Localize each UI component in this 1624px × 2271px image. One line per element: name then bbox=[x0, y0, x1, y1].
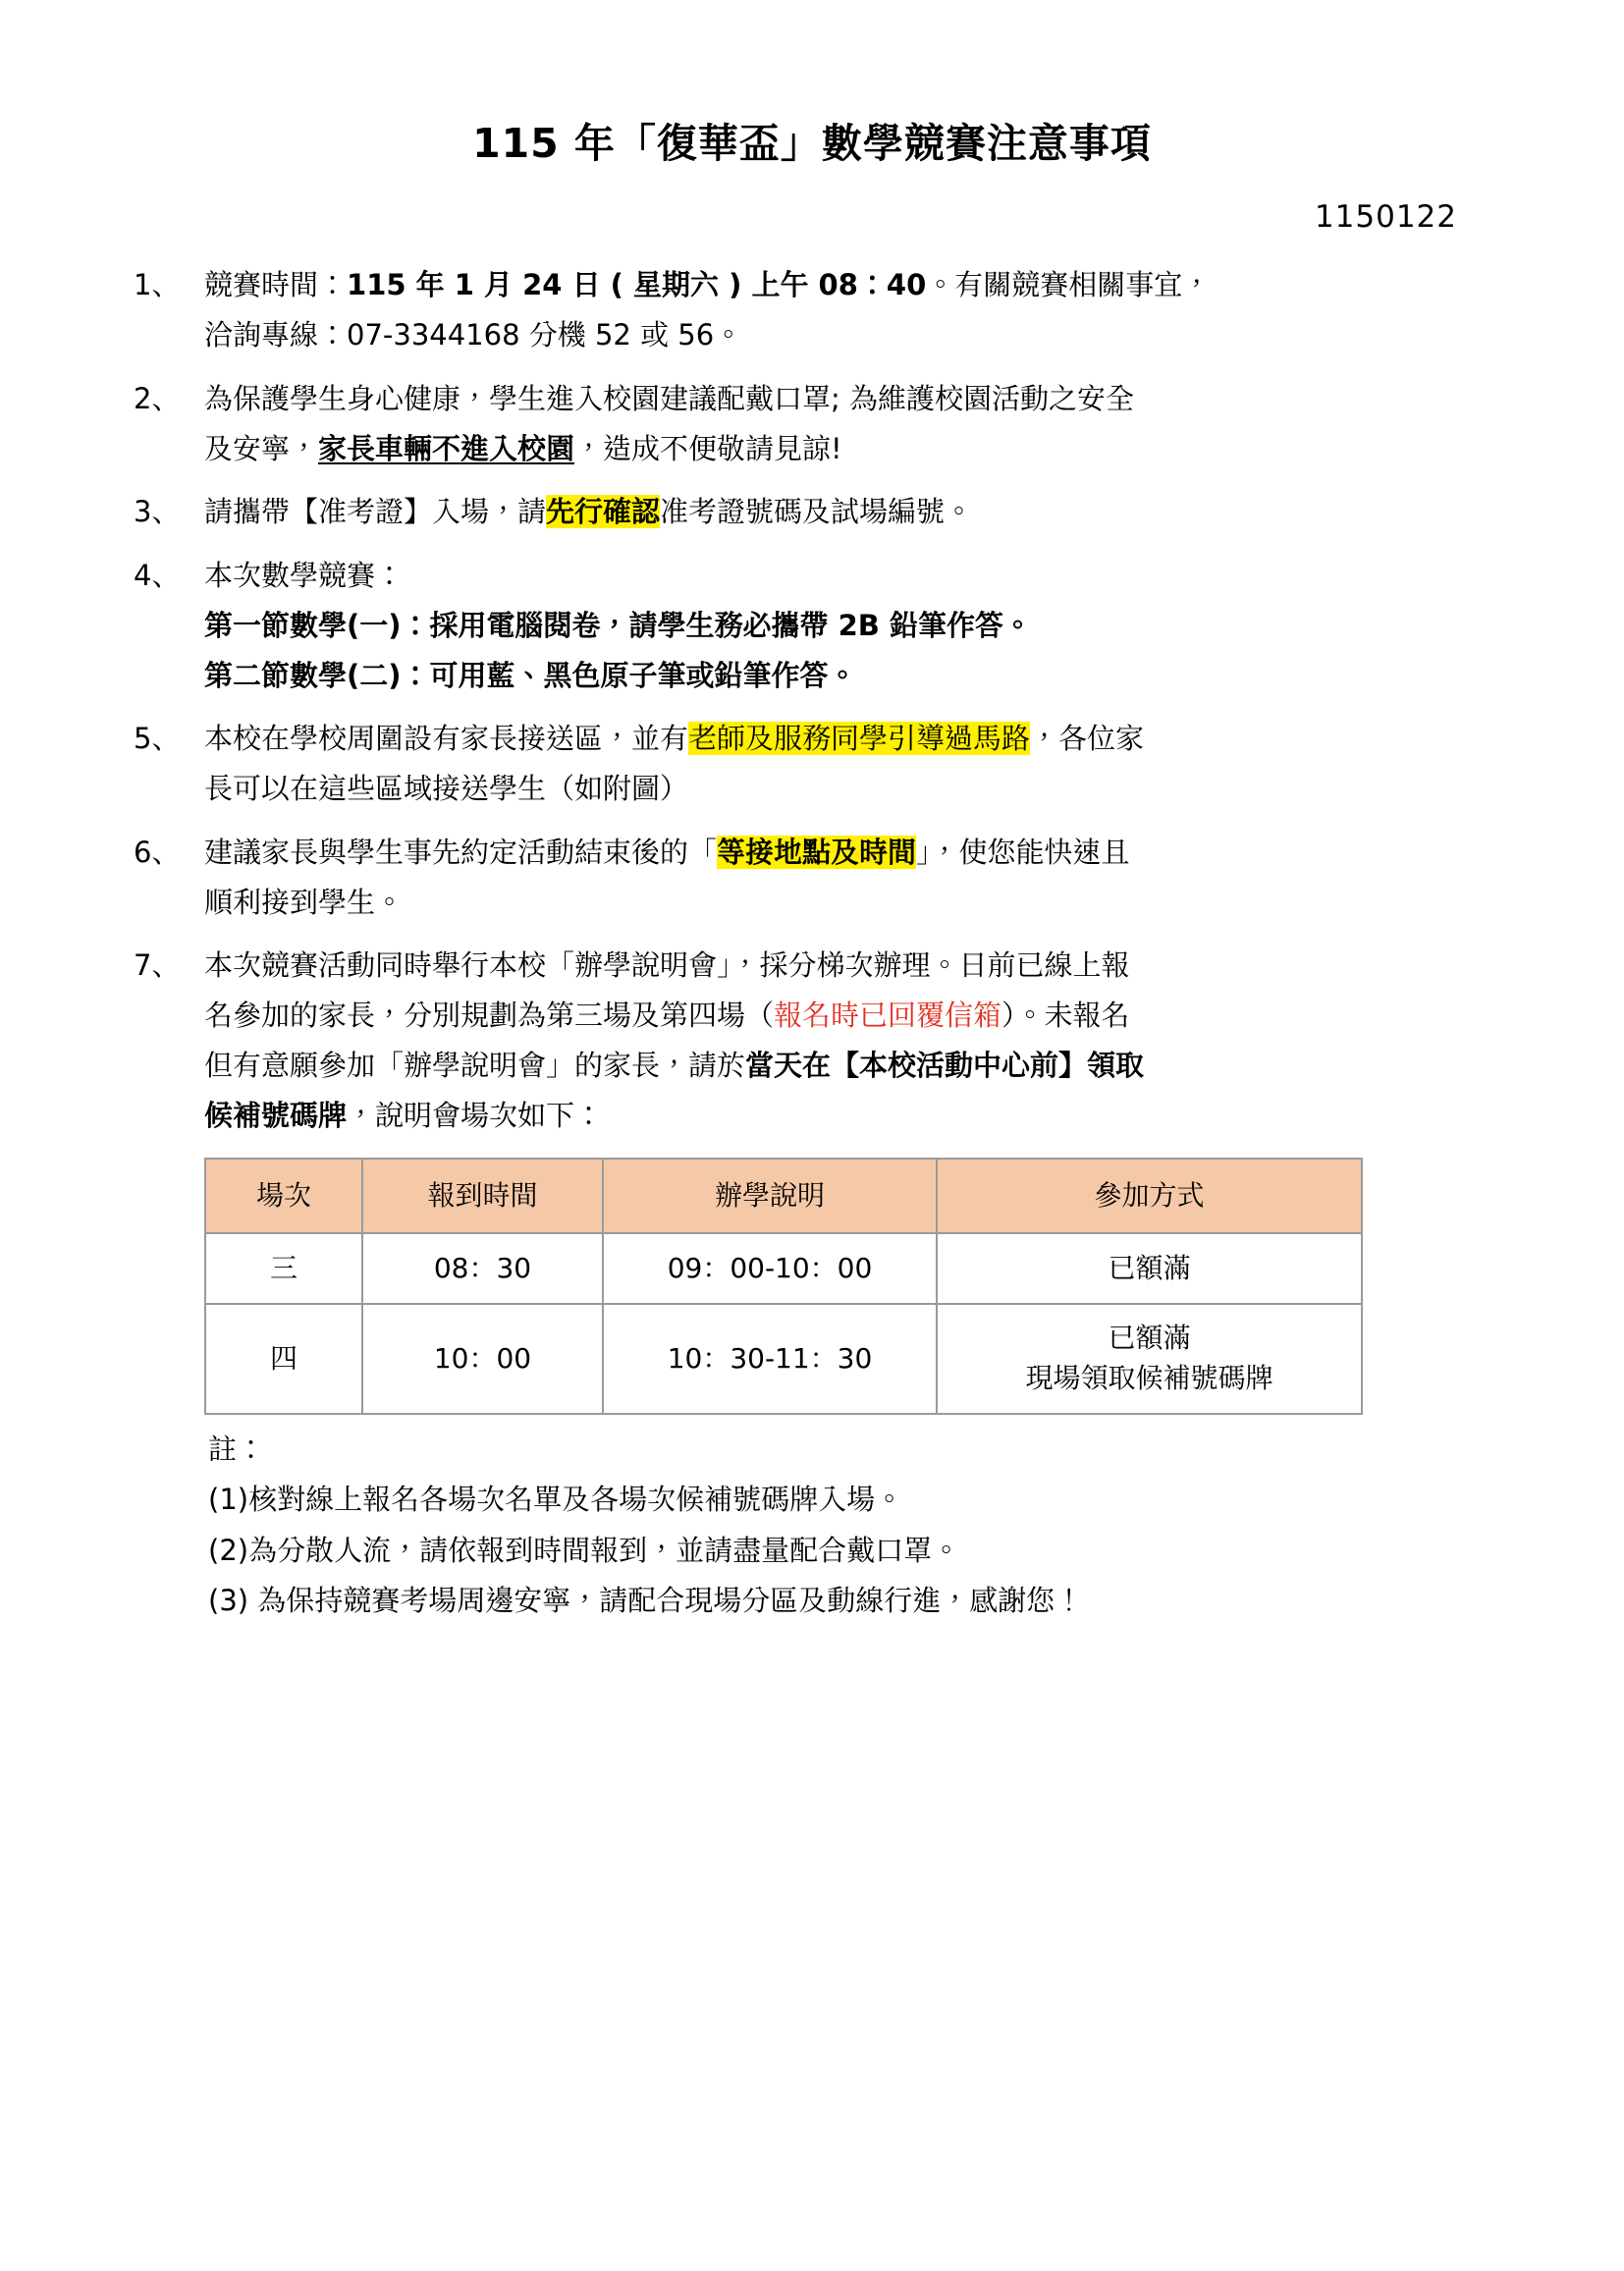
table-row bbox=[205, 1233, 1362, 1304]
list-item bbox=[128, 260, 1496, 360]
sessions-table bbox=[204, 1158, 1363, 1414]
item-content bbox=[204, 260, 1496, 360]
table-row bbox=[205, 1304, 1362, 1413]
list-item bbox=[128, 374, 1496, 474]
cell-session: 四 bbox=[205, 1304, 362, 1413]
note-item: (1)核對線上報名各場次名單及各場次候補號碼牌入場。 bbox=[208, 1483, 904, 1517]
item-line: 本次數學競賽： bbox=[204, 559, 405, 593]
item-line: 洽詢專線：07-3344168 分機 52 或 56。 bbox=[204, 318, 743, 352]
list-item bbox=[128, 828, 1496, 928]
list-item bbox=[128, 941, 1496, 1627]
note-item: (3) 為保持競賽考場周邊安寧，請配合現場分區及動線行進，感謝您！ bbox=[208, 1584, 1084, 1618]
item-content bbox=[204, 551, 1496, 700]
item-text: 但有意願參加「辦學說明會」的家長，請於 bbox=[204, 1048, 746, 1082]
item-text-red: 報名時已回覆信箱 bbox=[774, 999, 1002, 1033]
cell-checkin-time: 08：30 bbox=[362, 1233, 603, 1304]
item-line bbox=[204, 714, 1496, 764]
item-content bbox=[204, 941, 1496, 1627]
item-content bbox=[204, 374, 1496, 474]
item-line bbox=[204, 260, 1496, 310]
item-number: 5、 bbox=[134, 722, 181, 756]
table-body bbox=[205, 1233, 1362, 1413]
cell-session: 三 bbox=[205, 1233, 362, 1304]
item-number: 6、 bbox=[134, 835, 181, 869]
column-header-session: 場次 bbox=[205, 1159, 362, 1233]
item-line bbox=[204, 828, 1496, 878]
item-text-bold: 候補號碼牌 bbox=[204, 1098, 348, 1132]
item-text-underline: 家長車輛不進入校園 bbox=[318, 431, 575, 465]
item-text: 競賽時間： bbox=[204, 268, 348, 302]
list-item bbox=[128, 714, 1496, 814]
item-number: 4、 bbox=[134, 559, 181, 593]
item-subline-1: 第一節數學(一)：採用電腦閱卷，請學生務必攜帶 2B 鉛筆作答。 bbox=[204, 608, 1032, 642]
item-text: ，各位家 bbox=[1030, 722, 1145, 756]
item-line: 本次競賽活動同時舉行本校「辦學說明會」，採分梯次辦理。日前已線上報 bbox=[204, 948, 1130, 983]
item-line bbox=[204, 1041, 1496, 1091]
cell-briefing-time: 09：00-10：00 bbox=[603, 1233, 937, 1304]
column-header-checkin-time: 報到時間 bbox=[362, 1159, 603, 1233]
item-text: 建議家長與學生事先約定活動結束後的「 bbox=[204, 835, 718, 869]
notes-heading: 註： bbox=[208, 1432, 266, 1466]
item-number: 3、 bbox=[134, 495, 181, 529]
item-text-highlight: 等接地點及時間 bbox=[717, 835, 917, 869]
item-line: 順利接到學生。 bbox=[204, 885, 405, 919]
item-text: 本校在學校周圍設有家長接送區，並有 bbox=[204, 722, 689, 756]
notes-block bbox=[204, 1425, 1496, 1627]
item-line: 為保護學生身心健康，學生進入校園建議配戴口罩; 為維護校園活動之安全 bbox=[204, 381, 1134, 415]
table-header-row bbox=[205, 1159, 1362, 1233]
item-line bbox=[204, 487, 1496, 537]
column-header-participation: 參加方式 bbox=[937, 1159, 1362, 1233]
item-text-highlight: 先行確認 bbox=[546, 495, 661, 529]
item-number: 2、 bbox=[134, 381, 181, 415]
cell-participation bbox=[937, 1304, 1362, 1413]
table-header bbox=[205, 1159, 1362, 1233]
item-text: ，說明會場次如下： bbox=[347, 1098, 604, 1132]
item-line bbox=[204, 991, 1496, 1041]
item-line bbox=[204, 1091, 1496, 1141]
cell-participation bbox=[937, 1233, 1362, 1304]
item-line bbox=[204, 424, 1496, 474]
item-text: ，造成不便敬請見諒! bbox=[574, 431, 842, 465]
cell-participation-line1: 已額滿 bbox=[1108, 1252, 1191, 1285]
cell-participation-line2: 現場領取候補號碼牌 bbox=[1025, 1361, 1273, 1394]
list-item bbox=[128, 487, 1496, 537]
note-item: (2)為分散人流，請依報到時間報到，並請盡量配合戴口罩。 bbox=[208, 1533, 961, 1567]
item-text: 。有關競賽相關事宜， bbox=[926, 268, 1212, 302]
cell-participation-line1: 已額滿 bbox=[1108, 1322, 1191, 1355]
item-text: ）。未報名 bbox=[1001, 999, 1130, 1033]
page-title: 115 年「復華盃」數學競賽注意事項 bbox=[472, 120, 1152, 167]
cell-briefing-time: 10：30-11：30 bbox=[603, 1304, 937, 1413]
item-number: 1、 bbox=[134, 268, 181, 302]
cell-checkin-time: 10：00 bbox=[362, 1304, 603, 1413]
item-content bbox=[204, 828, 1496, 928]
item-text: 名參加的家長，分別規劃為第三場及第四場（ bbox=[204, 999, 775, 1033]
item-text-bold: 當天在【本校活動中心前】領取 bbox=[745, 1048, 1145, 1082]
item-text-bold: 115 年 1 月 24 日 ( 星期六 ) 上午 08：40 bbox=[347, 268, 927, 302]
document-date-code: 1150122 bbox=[1314, 199, 1457, 236]
item-content bbox=[204, 714, 1496, 814]
item-subline-2: 第二節數學(二)：可用藍、黑色原子筆或鉛筆作答。 bbox=[204, 658, 857, 692]
item-line: 長可以在這些區域接送學生（如附圖） bbox=[204, 772, 689, 806]
item-text: 請攜帶【准考證】入場，請 bbox=[204, 495, 547, 529]
notice-list bbox=[128, 260, 1496, 1627]
item-content bbox=[204, 487, 1496, 537]
item-text: 」，使您能快速且 bbox=[916, 835, 1130, 869]
list-item bbox=[128, 551, 1496, 700]
item-text: 及安寧， bbox=[204, 431, 319, 465]
item-text: 准考證號碼及試場編號。 bbox=[660, 495, 974, 529]
item-text-highlight: 老師及服務同學引導過馬路 bbox=[688, 722, 1031, 756]
column-header-briefing-time: 辦學說明 bbox=[603, 1159, 937, 1233]
item-number: 7、 bbox=[134, 948, 181, 983]
